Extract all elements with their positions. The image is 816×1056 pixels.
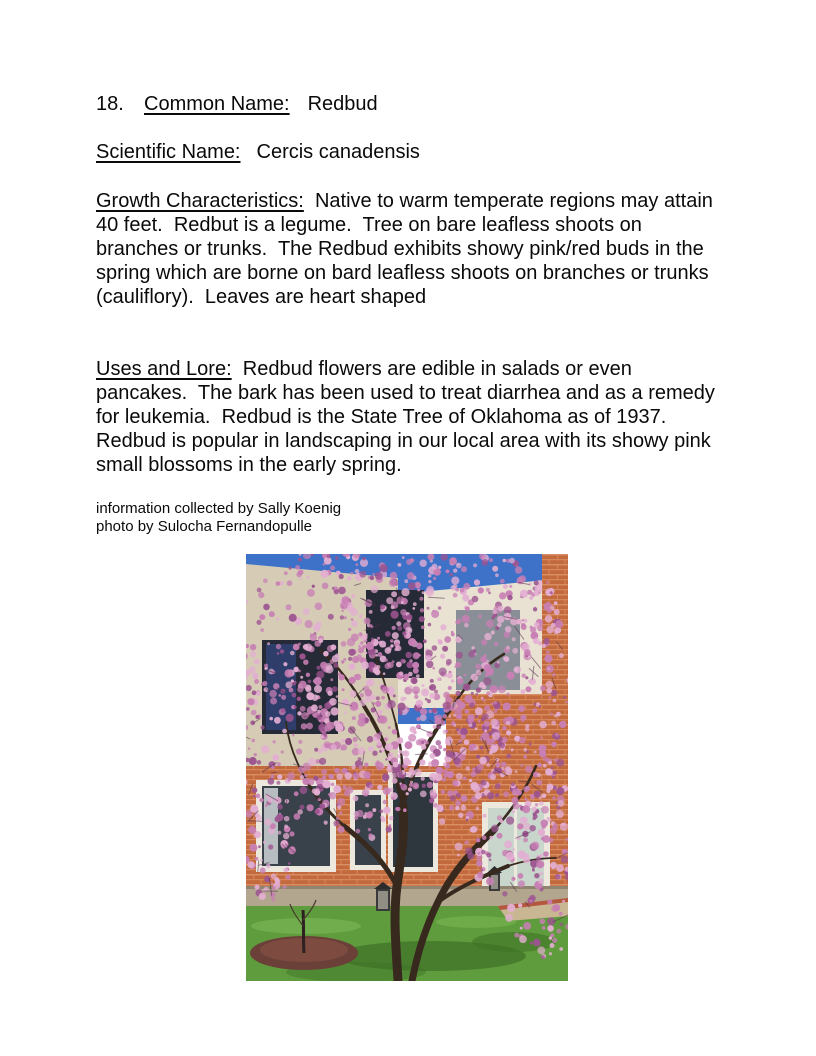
common-name-value: Redbud	[307, 93, 378, 115]
scientific-name-label: Scientific Name:	[96, 141, 241, 163]
uses-and-lore-paragraph	[96, 357, 728, 477]
growth-characteristics-label: Growth Characteristics:	[96, 190, 304, 212]
item-number: 18.	[96, 93, 124, 115]
growth-characteristics-paragraph	[96, 189, 728, 309]
uses-and-lore-label: Uses and Lore:	[96, 358, 232, 380]
common-name-label: Common Name:	[144, 93, 290, 115]
scientific-name-line	[96, 140, 728, 164]
growth-characteristics-text: Native to warm temperate regions may attain 40 feet. Redbut is a legume. Tree on bare leafless shoots on branches or trunks. The Redbud exhibits showy pink/red buds in the spring which are borne on bard leafless shoots on branches or trunks (cauliflory). Leaves are heart shaped	[96, 190, 719, 308]
scientific-name-value: Cercis canadensis	[256, 141, 420, 163]
info-credit-line: information collected by Sally Koenig	[96, 500, 342, 517]
redbud-photo-illustration	[246, 554, 568, 981]
uses-and-lore-text: Redbud flowers are edible in salads or even pancakes. The bark has been used to treat diarrhea and as a remedy for leukemia. Redbud is the State Tree of Oklahoma as of 1937. Redbud is popular in landscaping in our local area with its showy pink small blossoms in the early spring.	[96, 358, 721, 476]
redbud-photo	[246, 554, 568, 981]
photo-credit-line: photo by Sulocha Fernandopulle	[96, 518, 312, 535]
common-name-line	[96, 92, 728, 116]
document-content	[96, 92, 728, 981]
credits-block	[96, 500, 728, 536]
